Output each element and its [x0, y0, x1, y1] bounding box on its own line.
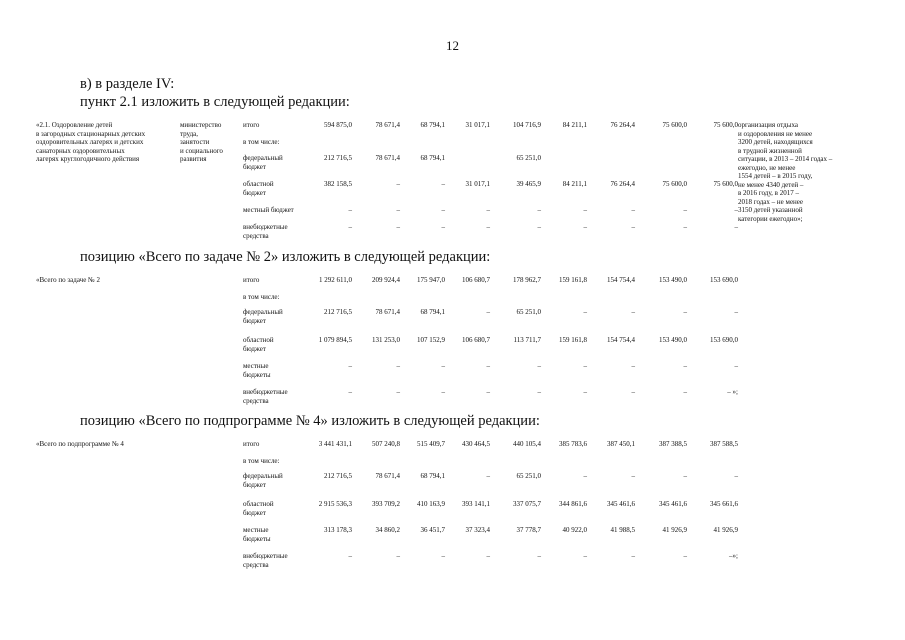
row-label: местные бюджеты	[243, 526, 271, 543]
row-label: местные бюджеты	[243, 362, 271, 379]
amount-cell: –	[348, 223, 352, 231]
amount-cell: –	[734, 308, 738, 316]
amount-cell: 212 716,5	[324, 308, 352, 316]
amount-cell: – »;	[727, 388, 738, 396]
amount-cell: 84 211,1	[562, 121, 587, 129]
amount-cell: 76 264,4	[610, 121, 635, 129]
amount-cell: 104 716,9	[513, 121, 541, 129]
amount-cell: 345 461,6	[607, 500, 635, 508]
row-label: областной бюджет	[243, 336, 274, 353]
amount-cell: 65 251,0	[516, 308, 541, 316]
amount-cell: 178 962,7	[513, 276, 541, 284]
amount-cell: –	[734, 223, 738, 231]
amount-cell: 39 465,9	[516, 180, 541, 188]
amount-cell: 41 926,9	[662, 526, 687, 534]
amount-cell: –	[631, 472, 635, 480]
amount-cell: –	[486, 552, 490, 560]
amount-cell: 153 490,0	[659, 336, 687, 344]
amount-cell: –	[396, 206, 400, 214]
amount-cell: –	[631, 223, 635, 231]
intro-line-1: в) в разделе IV:	[80, 76, 175, 92]
amount-cell: –	[537, 206, 541, 214]
amount-cell: –	[441, 388, 445, 396]
amount-cell: 153 690,0	[710, 336, 738, 344]
amount-cell: 37 323,4	[465, 526, 490, 534]
amount-cell: –	[348, 362, 352, 370]
amount-cell: 337 075,7	[513, 500, 541, 508]
amount-cell: –	[396, 552, 400, 560]
amount-cell: 75 600,0	[713, 180, 738, 188]
amount-cell: 37 778,7	[516, 526, 541, 534]
amount-cell: 385 783,6	[559, 440, 587, 448]
row-label: федеральный бюджет	[243, 472, 283, 489]
amount-cell: –	[396, 388, 400, 396]
table-item-note: организация отдыха и оздоровления не менее 3200 детей, находящихся в трудной жизненной ситуации, в 2013 – 2014 годах – ежегодно, не менее 1554 детей – в 2015 году, не менее 4340 детей – в 2016 году, в 2017 – 2018 годах – не менее 3150 детей указанной категории ежегодно»;	[738, 121, 833, 223]
amount-cell: –	[486, 472, 490, 480]
amount-cell: 440 105,4	[513, 440, 541, 448]
row-label: в том числе:	[243, 138, 280, 146]
row-label: внебюджетные средства	[243, 223, 288, 240]
amount-cell: –	[631, 362, 635, 370]
amount-cell: 131 253,0	[372, 336, 400, 344]
amount-cell: –	[683, 362, 687, 370]
row-label: в том числе:	[243, 293, 280, 301]
amount-cell: 507 240,8	[372, 440, 400, 448]
amount-cell: 40 922,0	[562, 526, 587, 534]
amount-cell: 387 588,5	[710, 440, 738, 448]
amount-cell: 345 461,6	[659, 500, 687, 508]
row-label: итого	[243, 276, 260, 284]
amount-cell: –	[348, 206, 352, 214]
amount-cell: 68 794,1	[420, 121, 445, 129]
amount-cell: –	[631, 308, 635, 316]
amount-cell: 1 079 894,5	[318, 336, 352, 344]
heading-subprogram4: позицию «Всего по подпрограмме № 4» изложить в следующей редакции:	[80, 413, 540, 429]
table-item-executor: министерство труда, занятости и социального развития	[180, 121, 223, 163]
amount-cell: –	[631, 552, 635, 560]
amount-cell: –	[583, 388, 587, 396]
amount-cell: –	[396, 223, 400, 231]
amount-cell: 107 152,9	[417, 336, 445, 344]
amount-cell: –	[441, 362, 445, 370]
amount-cell: 31 017,1	[465, 121, 490, 129]
amount-cell: 393 709,2	[372, 500, 400, 508]
amount-cell: 106 680,7	[462, 276, 490, 284]
amount-cell: 154 754,4	[607, 336, 635, 344]
amount-cell: 1 292 611,0	[319, 276, 352, 284]
amount-cell: 65 251,0	[516, 472, 541, 480]
amount-cell: 594 875,0	[324, 121, 352, 129]
amount-cell: 154 754,4	[607, 276, 635, 284]
amount-cell: –	[348, 552, 352, 560]
amount-cell: –	[734, 206, 738, 214]
amount-cell: –	[441, 180, 445, 188]
amount-cell: –	[631, 206, 635, 214]
amount-cell: 344 861,6	[559, 500, 587, 508]
amount-cell: 387 388,5	[659, 440, 687, 448]
amount-cell: 153 490,0	[659, 276, 687, 284]
amount-cell: 36 451,7	[420, 526, 445, 534]
amount-cell: –	[441, 552, 445, 560]
amount-cell: –	[486, 362, 490, 370]
amount-cell: –	[734, 362, 738, 370]
row-label: внебюджетные средства	[243, 552, 288, 569]
table-subprogram4-name: «Всего по подпрограмме № 4	[36, 440, 124, 448]
row-label: областной бюджет	[243, 500, 274, 517]
amount-cell: 75 600,0	[713, 121, 738, 129]
amount-cell: 159 161,8	[559, 336, 587, 344]
table-task2-name: «Всего по задаче № 2	[36, 276, 100, 284]
amount-cell: 68 794,1	[420, 308, 445, 316]
row-label: итого	[243, 121, 260, 129]
amount-cell: 175 947,0	[417, 276, 445, 284]
amount-cell: –	[583, 472, 587, 480]
amount-cell: –	[583, 223, 587, 231]
amount-cell: –	[348, 388, 352, 396]
amount-cell: –	[683, 206, 687, 214]
amount-cell: 209 924,4	[372, 276, 400, 284]
amount-cell: 313 178,3	[324, 526, 352, 534]
amount-cell: –	[486, 308, 490, 316]
amount-cell: –	[583, 552, 587, 560]
amount-cell: 515 409,7	[417, 440, 445, 448]
amount-cell: 68 794,1	[420, 154, 445, 162]
amount-cell: 34 860,2	[375, 526, 400, 534]
row-label: областной бюджет	[243, 180, 274, 197]
row-label: в том числе:	[243, 457, 280, 465]
amount-cell: 41 988,5	[610, 526, 635, 534]
amount-cell: 84 211,1	[562, 180, 587, 188]
amount-cell: 382 158,5	[324, 180, 352, 188]
amount-cell: 387 450,1	[607, 440, 635, 448]
amount-cell: –	[396, 180, 400, 188]
amount-cell: 78 671,4	[375, 472, 400, 480]
amount-cell: –	[486, 388, 490, 396]
amount-cell: –	[537, 388, 541, 396]
amount-cell: 65 251,0	[516, 154, 541, 162]
amount-cell: –	[583, 206, 587, 214]
intro-line-2: пункт 2.1 изложить в следующей редакции:	[80, 94, 350, 110]
page-number: 12	[446, 38, 459, 53]
amount-cell: 393 141,1	[462, 500, 490, 508]
amount-cell: 75 600,0	[662, 180, 687, 188]
amount-cell: –»;	[729, 552, 738, 560]
amount-cell: 106 680,7	[462, 336, 490, 344]
amount-cell: –	[441, 206, 445, 214]
amount-cell: 76 264,4	[610, 180, 635, 188]
amount-cell: 68 794,1	[420, 472, 445, 480]
row-label: местный бюджет	[243, 206, 294, 214]
amount-cell: –	[396, 362, 400, 370]
amount-cell: –	[683, 388, 687, 396]
amount-cell: 75 600,0	[662, 121, 687, 129]
amount-cell: –	[734, 472, 738, 480]
row-label: федеральный бюджет	[243, 154, 283, 171]
amount-cell: 113 711,7	[513, 336, 541, 344]
amount-cell: 153 690,0	[710, 276, 738, 284]
amount-cell: –	[537, 362, 541, 370]
row-label: федеральный бюджет	[243, 308, 283, 325]
amount-cell: 3 441 431,1	[318, 440, 352, 448]
amount-cell: 78 671,4	[375, 154, 400, 162]
amount-cell: 2 915 536,3	[318, 500, 352, 508]
amount-cell: 212 716,5	[324, 154, 352, 162]
amount-cell: –	[683, 223, 687, 231]
amount-cell: 78 671,4	[375, 308, 400, 316]
amount-cell: –	[441, 223, 445, 231]
amount-cell: 430 464,5	[462, 440, 490, 448]
heading-task2: позицию «Всего по задаче № 2» изложить в следующей редакции:	[80, 249, 491, 265]
amount-cell: 410 163,9	[417, 500, 445, 508]
row-label: внебюджетные средства	[243, 388, 288, 405]
amount-cell: –	[583, 362, 587, 370]
amount-cell: 212 716,5	[324, 472, 352, 480]
amount-cell: –	[486, 223, 490, 231]
amount-cell: –	[486, 206, 490, 214]
amount-cell: 345 661,6	[710, 500, 738, 508]
amount-cell: 78 671,4	[375, 121, 400, 129]
table-item-name: «2.1. Оздоровление детей в загородных стационарных детских оздоровительных лагерях и детских санаторных оздоровительных лагерях круглогодичного действия	[36, 121, 146, 163]
amount-cell: –	[683, 552, 687, 560]
amount-cell: –	[683, 308, 687, 316]
amount-cell: –	[537, 223, 541, 231]
amount-cell: –	[583, 308, 587, 316]
amount-cell: –	[537, 552, 541, 560]
amount-cell: –	[683, 472, 687, 480]
amount-cell: 31 017,1	[465, 180, 490, 188]
amount-cell: 159 161,8	[559, 276, 587, 284]
row-label: итого	[243, 440, 260, 448]
amount-cell: 41 926,9	[713, 526, 738, 534]
amount-cell: –	[631, 388, 635, 396]
